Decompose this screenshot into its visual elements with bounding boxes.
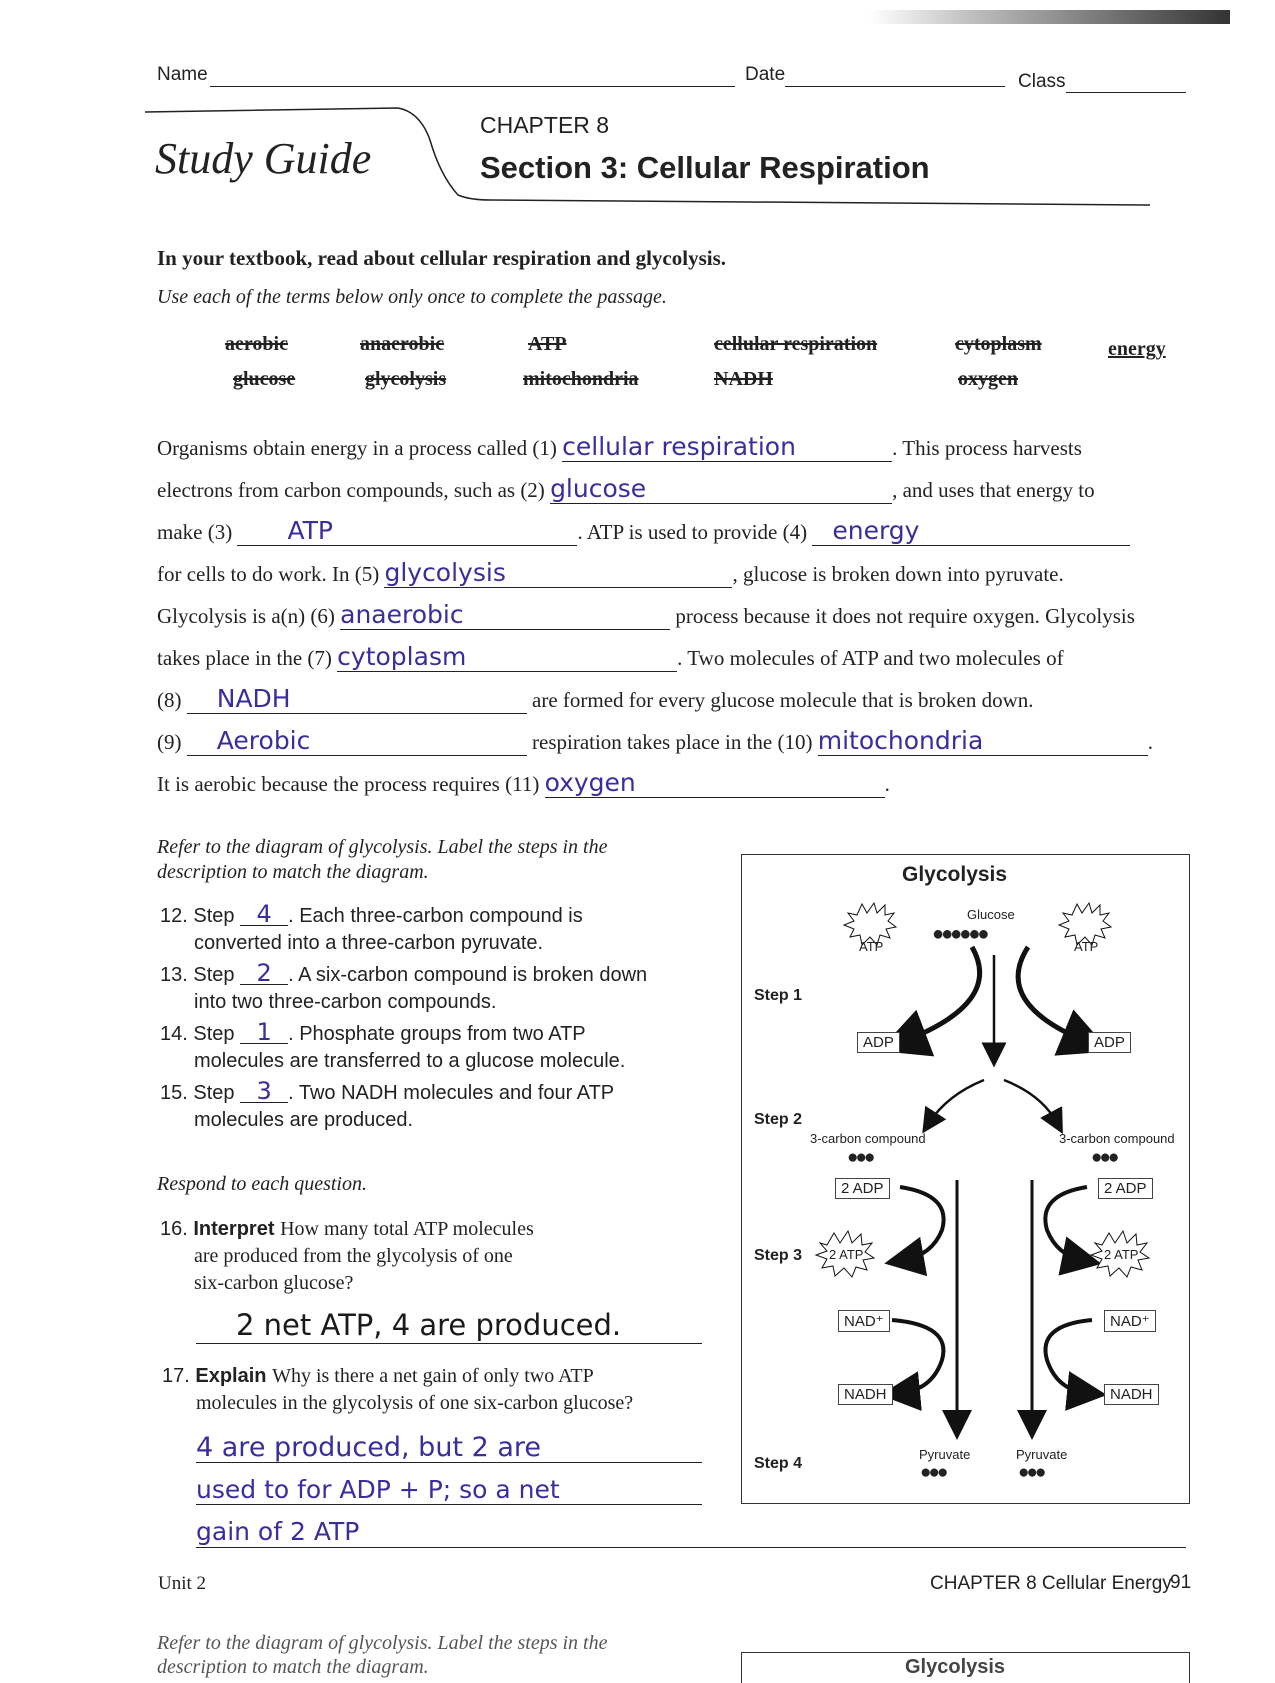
question-16: 16. Interpret How many total ATP molecules are produced from the glycolysis of one six-carbon glucose? [160,1218,534,1294]
answer-2: glucose [550,474,647,503]
respond-instruction: Respond to each question. [157,1173,367,1195]
answer-10: mitochondria [817,726,984,755]
date-label: Date [745,64,786,85]
adp-box-right: ADP [1088,1032,1131,1053]
pyruvate-label-right: Pyruvate [1016,1447,1068,1462]
blank-7[interactable] [337,642,677,672]
use-terms-instruction: Use each of the terms below only once to complete the passage. [157,286,667,308]
step-answer-13[interactable]: 2 [240,962,288,985]
blank-3[interactable] [237,516,577,546]
answer-17-line-2 [196,1504,702,1505]
three-carbon-molecule-right: ●●● [1091,1147,1117,1168]
blank-2[interactable] [550,474,892,504]
step-4-label: Step 4 [754,1455,803,1472]
two-atp-label-left: 2 ATP [829,1247,864,1262]
answer-11: oxygen [544,768,636,797]
answer-17-line-3 [196,1547,1186,1548]
question-17: 17. Explain Why is there a net gain of only two ATP molecules in the glycolysis of one six-carbon glucose? [162,1365,634,1414]
diagram-title: Glycolysis [902,863,1008,886]
two-adp-box-left: 2 ADP [835,1178,890,1199]
answer-16-line [196,1343,702,1344]
passage-line-7: (8) NADH are formed for every glucose molecule that is broken down. [157,684,1034,713]
term-energy: energy [1108,338,1166,360]
blank-4[interactable] [812,516,1130,546]
bleed-instruction-2: description to match the diagram. [157,1656,429,1678]
blank-1[interactable] [562,432,892,462]
answer-7: cytoplasm [337,642,467,671]
blank-9[interactable] [187,726,527,756]
pyruvate-label-left: Pyruvate [919,1447,971,1462]
pyruvate-molecule-right: ●●● [1018,1462,1044,1483]
step-1-label: Step 1 [754,987,803,1004]
nad-box-right: NAD⁺ [1104,1310,1156,1332]
term-nadh: NADH [714,368,773,390]
term-glycolysis: glycolysis [365,368,447,390]
two-adp-box-right: 2 ADP [1098,1178,1153,1199]
bleed-diagram-title: Glycolysis [905,1656,1006,1678]
blank-10[interactable] [818,726,1148,756]
answer-17-part-2[interactable]: used to for ADP + P; so a net [196,1475,560,1504]
passage-line-5: Glycolysis is a(n) (6) anaerobic process because it does not require oxygen. Glycolysis [157,600,1135,629]
answer-4: energy [832,516,920,545]
three-carbon-right: 3-carbon compound [1059,1131,1175,1146]
answer-9: Aerobic [216,726,311,755]
passage-line-4: for cells to do work. In (5) glycolysis , glucose is broken down into pyruvate. [157,558,1064,587]
blank-8[interactable] [187,684,527,714]
step-item-15: 15. Step 3 . Two NADH molecules and four ATP molecules are produced. [160,1077,615,1131]
step-answer-15[interactable]: 3 [240,1080,288,1103]
term-atp: ATP [528,333,567,355]
step-3-label: Step 3 [754,1247,803,1264]
name-label: Name [157,64,208,85]
step-answer-12[interactable]: 4 [240,903,288,926]
nad-box-left: NAD⁺ [838,1310,890,1332]
passage-line-2: electrons from carbon compounds, such as (2) glucose , and uses that energy to [157,474,1095,503]
term-glucose: glucose [233,368,296,390]
diagram-instruction-2: description to match the diagram. [157,861,429,883]
blank-6[interactable] [340,600,670,630]
pyruvate-molecule-left: ●●● [920,1462,946,1483]
answer-17-part-3[interactable]: gain of 2 ATP [196,1517,360,1546]
answer-5: glycolysis [384,558,506,587]
answer-6: anaerobic [340,600,464,629]
bleed-instruction-1: Refer to the diagram of glycolysis. Label the steps in the [157,1632,608,1654]
three-carbon-molecule-left: ●●● [847,1147,873,1168]
blank-11[interactable] [545,768,885,798]
passage-line-6: takes place in the (7) cytoplasm . Two molecules of ATP and two molecules of [157,642,1064,671]
nadh-box-left: NADH [838,1384,893,1405]
glycolysis-diagram [741,854,1190,1504]
footer-unit: Unit 2 [158,1573,207,1594]
term-oxygen: oxygen [958,368,1018,390]
footer-page: 91 [1170,1572,1192,1593]
atp-label-right: ATP [1074,939,1099,954]
step-2-label: Step 2 [754,1111,803,1128]
diagram-instruction-1: Refer to the diagram of glycolysis. Label the steps in the [157,836,608,858]
answer-8: NADH [216,684,291,713]
two-atp-label-right: 2 ATP [1104,1247,1139,1262]
answer-1: cellular respiration [562,432,796,461]
step-item-12: 12. Step 4 . Each three-carbon compound is converted into a three-carbon pyruvate. [160,900,583,954]
blank-5[interactable] [384,558,732,588]
section-title: Section 3: Cellular Respiration [480,150,930,185]
read-instruction: In your textbook, read about cellular respiration and glycolysis. [157,246,726,270]
study-guide-title: Study Guide [155,134,372,183]
nadh-box-right: NADH [1104,1384,1159,1405]
passage-line-9: It is aerobic because the process requires (11) oxygen . [157,768,890,797]
banner-frame [0,0,1275,220]
answer-16[interactable]: 2 net ATP, 4 are produced. [236,1308,622,1342]
adp-box-left: ADP [857,1032,900,1053]
step-item-14: 14. Step 1 . Phosphate groups from two ATP molecules are transferred to a glucose molecule. [160,1018,626,1072]
chapter-label: CHAPTER 8 [480,112,610,138]
term-anaerobic: anaerobic [360,333,445,355]
class-label: Class [1018,71,1066,92]
answer-3: ATP [287,516,333,545]
passage-line-8: (9) Aerobic respiration takes place in the (10) mitochondria . [157,726,1153,755]
step-item-13: 13. Step 2 . A six-carbon compound is broken down into two three-carbon compounds. [160,959,648,1013]
term-cytoplasm: cytoplasm [955,333,1042,355]
term-cellular-respiration: cellular respiration [714,333,878,355]
passage-line-1: Organisms obtain energy in a process called (1) cellular respiration . This process harvests [157,432,1082,461]
term-aerobic: aerobic [225,333,288,355]
passage-line-3: make (3) ATP . ATP is used to provide (4) energy [157,516,1130,546]
footer-chapter: CHAPTER 8 Cellular Energy [930,1573,1172,1594]
atp-label-left: ATP [859,939,884,954]
three-carbon-left: 3-carbon compound [810,1131,926,1146]
glucose-molecule: ●●●●●● [932,923,987,945]
answer-17-part-1[interactable]: 4 are produced, but 2 are [196,1432,542,1463]
step-answer-14[interactable]: 1 [240,1021,288,1044]
glucose-label: Glucose [967,907,1015,922]
term-mitochondria: mitochondria [523,368,639,390]
